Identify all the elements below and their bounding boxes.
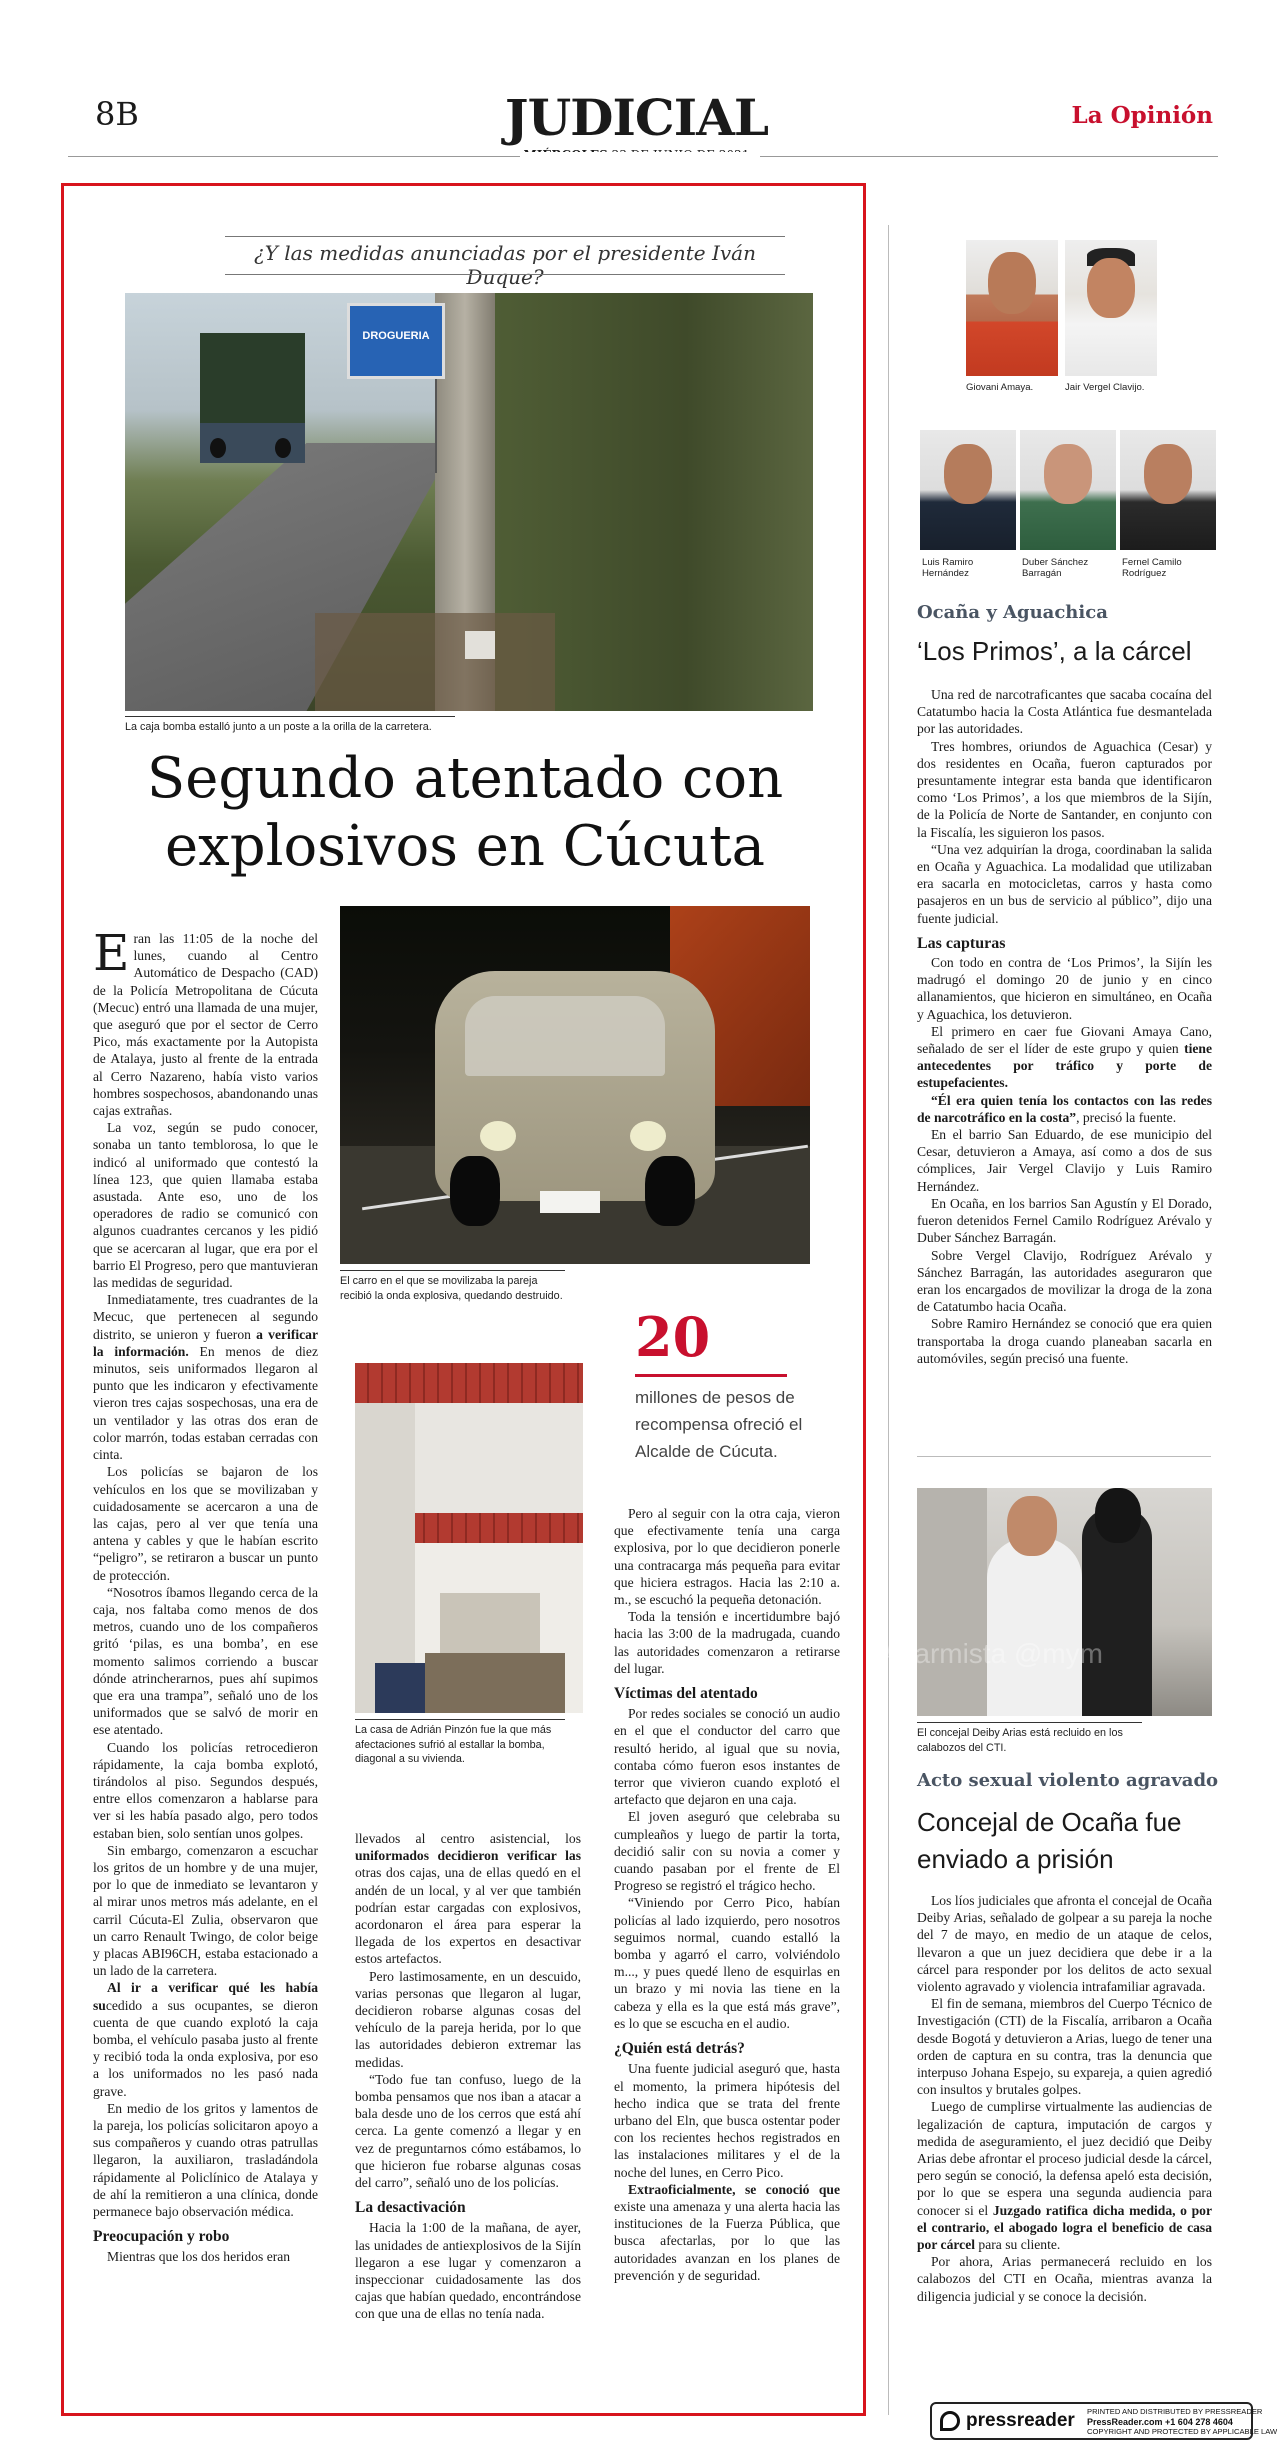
col1-p1: ran las 11:05 de la noche del lunes, cuando al Centro Automático de Despacho (CAD) de la Policía Metropolitana de Cúcuta (Mecuc) entró una llamada de una mujer, que aseguró que por el sector de Cerro Pico, más exactamente por la Autopista de Atalaya, justo al frente de la entrada al Cerro Nazareno, había visto varios hombres sospechosos, abandonando unas cajas extrañas. — [93, 931, 319, 1119]
mugshot-giovani-amaya — [966, 240, 1058, 376]
sb1-p8: En Ocaña, en los barrios San Agustín y El Dorado, fueron detenidos Fernel Camilo Rodríguez Arévalo y Duber Sánchez Barragán. — [917, 1195, 1212, 1246]
kicker-rule-bottom — [225, 274, 785, 275]
sidebar-divider — [917, 1456, 1211, 1457]
col2-p3: “Todo fue tan confuso, luego de la bomba pensamos que nos iban a atacar a bala desde uno de los cerros que está ahí cerca. La gente comenzó a llegar y en vez de preguntarnos cómo estábamos, lo que hicieron fue robarse algunas cosas del carro”, señaló uno de los policías. — [355, 2071, 581, 2191]
photo3-caption: La casa de Adrián Pinzón fue la que más afectaciones sufrió al estallar la bomba, diagonal a su vivienda. — [355, 1724, 552, 1765]
col1-p8: Al ir a verificar qué les había sucedido a sus ocupantes, se dieron cuenta de que cuando explotó la caja bomba, el vehículo pasaba justo al frente y recibió toda la onda explosiva, por eso a los uniformados no les pasó nada grave. — [93, 1980, 318, 2099]
col3-p6: Una fuente judicial aseguró que, hasta el momento, la primera hipótesis del hecho indica que se trata del frente urbano del Eln, que busca ostentar poder con los recientes hechos registrados en las instalaciones militares y el de la noche del lunes, en Cerro Pico. — [614, 2061, 840, 2180]
headline-line-1: Segundo atentado con — [146, 746, 784, 811]
sidebar1-headline: ‘Los Primos’, a la cárcel — [917, 636, 1192, 666]
photo-concejal-arrest — [877, 1488, 1212, 1716]
article-column-2 — [355, 1830, 581, 2323]
sidebar2-body — [917, 1892, 1212, 2305]
col1-p5: “Nosotros íbamos llegando cerca de la caja, nos faltaba como menos de dos metros, cuando uno de los compañeros gritó ‘pilas, es una bomba’, en ese momento salimos corriendo a buscar dónde atrincherarnos, pues ahí supimos que era una trampa”, señaló uno de los uniformados que se salvó de morir en ese atentado. — [93, 1584, 318, 1738]
col1-p10: Mientras que los dos heridos eran — [107, 2249, 291, 2265]
photo-damaged-car — [340, 906, 810, 1264]
sidebar2-kicker: Acto sexual violento agravado — [917, 1770, 1219, 1791]
pressreader-legal: PRINTED AND DISTRIBUTED BY PRESSREADER PressReader.com +1 604 278 4604 COPYRIGHT AND PROTECTED BY APPLICABLE LAW — [1087, 2407, 1277, 2436]
mugshot-caption: Fernel Camilo Rodríguez — [1122, 557, 1182, 579]
sb1-p1: Una red de narcotraficantes que sacaba cocaína del Catatumbo hacia la Costa Atlántica fue desmantelada por las autoridades. — [917, 687, 1212, 737]
sb1-p5: El primero en caer fue Giovani Amaya Cano, señalado de ser el líder de este grupo y quien tiene antecedentes por tráfico y porte de estupefacientes. — [917, 1023, 1212, 1091]
photo-road-explosion — [125, 293, 813, 711]
subhead-victimas: Víctimas del atentado — [614, 1685, 758, 1703]
stat-rule — [635, 1374, 787, 1377]
col3-p3: Por redes sociales se conoció un audio en el que el conductor del carro que resultó herido, al igual que su novia, contaba cómo fueron esos instantes de terror que vivieron cuando explotó el artefacto que dejaron en una caja. — [614, 1706, 840, 1808]
mugshot-duber-sanchez — [1020, 430, 1116, 550]
page-number: 8B — [95, 95, 139, 133]
pressreader-brand: pressreader — [966, 2410, 1075, 2431]
col2-p4: Hacia la 1:00 de la mañana, de ayer, las unidades de antiexplosivos de la Sijín llegaron a ese lugar y comenzaron a inspeccionar cuidadosamente las dos cajas que habían quedado, encontrándose con que una de ellas no tenía nada. — [355, 2220, 581, 2322]
sb2-p2: El fin de semana, miembros del Cuerpo Técnico de Investigación (CTI) de la Fiscalía, arribaron a Ocaña desde Bogotá y detuvieron a Arias, luego de tener una orden de captura en su contra, tras la denuncia que interpuso Johana Espejo, su expareja, a quien agredió con insultos y brutales golpes. — [917, 1996, 1212, 2098]
drugstore-sign-text: DROGUERIA — [362, 330, 430, 342]
col2-p1: llevados al centro asistencial, los uniformados decidieron verificar las otras dos cajas, una de ellas quedó en el andén de un local, y al ver que también podrían estar cargadas con explosivos, acordonaron el área para esperar la llegada de los expertos en desactivar estos artefactos. — [355, 1831, 581, 1967]
col3-p7: Extraoficialmente, se conoció que existe una amenaza y una alerta hacia las instituciones de la Fuerza Pública, que busca afectarlas, por lo que las autoridades avanzan en los planes de prevención y de seguridad. — [614, 2181, 840, 2283]
dropcap: E — [93, 924, 130, 982]
col3-p5: “Viniendo por Cerro Pico, habían policías al lado izquierdo, pero nosotros seguimos normal, cuando estalló la bomba y agarró el carro, volviéndolo m..., y pues quedé lleno de esquirlas en un brazo y mi novia las tiene en la cabeza y ella es la que está más grave”, es lo que se escucha en el audio. — [614, 1895, 840, 2031]
subhead-quien-esta-detras: ¿Quién está detrás? — [614, 2040, 745, 2058]
col1-p4: Los policías se bajaron de los vehículos en los que se movilizaban y cuidadosamente se acercaron a una de las cajas, pero al ver que tenía una antena y cables y que le habían escrito “peligro”, se retiraron a buscar un punto de protección. — [93, 1464, 318, 1583]
sidebar2-headline — [917, 1804, 1182, 1878]
mugshot-jair-vergel — [1065, 240, 1157, 376]
mugshot-caption: Giovani Amaya. — [966, 382, 1034, 393]
mugshot-caption: Luis Ramiro Hernández — [922, 557, 974, 579]
pressreader-badge[interactable] — [930, 2402, 1277, 2440]
sidebar1-body — [917, 686, 1212, 1367]
sb2-headline-line-1: Concejal de Ocaña fue — [917, 1807, 1182, 1837]
sb2-p1: Los líos judiciales que afronta el concejal de Ocaña Deiby Arias, señalado de golpear a su pareja la noche del 7 de mayo, en medio de un ataque de celos, llevaron a que un juez decidiera que debe ir a la cárcel para responder por los delitos de acto sexual violento agravado y violencia intrafamiliar agravada. — [917, 1893, 1212, 1995]
caption-rule — [340, 1270, 565, 1271]
col1-p3: Inmediatamente, tres cuadrantes de la Mecuc, que pertenecen al segundo distrito, se unieron y fueron a verificar la información. En menos de diez minutos, seis uniformados llegaron al punto que les indicaron y efectivamente vieron tres cajas sospechosas, una era de un ventilador y las otras dos eran de color marrón, todas estaban cerradas con cinta. — [93, 1292, 318, 1463]
headline-line-2: explosivos en Cúcuta — [165, 814, 765, 879]
photo-watermark: #alarmista @mym — [877, 1638, 1104, 1669]
col3-p1: Pero al seguir con la otra caja, vieron que efectivamente tenía una carga explosiva, por lo que decidieron ponerle una contracarga más pequeña para evitar que hiciera estragos. Hacia las 2:10 a. m., se escuchó la pequeña detonación. — [614, 1506, 840, 1608]
sb2-headline-line-2: enviado a prisión — [917, 1844, 1114, 1874]
mugshot-caption: Jair Vergel Clavijo. — [1065, 382, 1145, 393]
stat-text: millones de pesos de recompensa ofreció el Alcalde de Cúcuta. — [635, 1388, 803, 1461]
subhead-preocupacion: Preocupación y robo — [93, 2228, 230, 2246]
col1-p7: Sin embargo, comenzaron a escuchar los gritos de un hombre y de una mujer, por lo que de inmediato se levantaron y al mirar unos metros más adelante, en el carril Cúcuta-El Zulia, observaron que un carro Renault Twingo, de color beige y placas ABI96CH, estaba estacionado a un lado de la carretera. — [93, 1842, 318, 1979]
article-column-3 — [614, 1505, 840, 2284]
col3-p2: Toda la tensión e incertidumbre bajó hacia las 3:00 de la madrugada, cuando las autoridades comenzaron a retirarse del lugar. — [614, 1609, 840, 1676]
photo4-caption: El concejal Deiby Arias está recluido en los calabozos del CTI. — [917, 1727, 1123, 1754]
col1-p2: La voz, según se pudo conocer, sonaba un tanto temblorosa, lo que le indicó al uniformado que contestó la línea 123, que quien llamaba estaba asustada. Ante eso, uno de los operadores de radio se comunicó con algunos cuadrantes cercanos y les pidió que se acercaran al lugar, que era por el barrio El Progreso, pero que mantuvieran las medidas de seguridad. — [93, 1120, 318, 1291]
sb1-p7: En el barrio San Eduardo, de ese municipio del Cesar, detuvieron a Amaya, así como a dos de sus cómplices, Jair Vergel Clavijo y Luis Ramiro Hernández. — [917, 1127, 1212, 1194]
section-title: JUDICIAL — [504, 88, 769, 147]
caption-rule — [355, 1719, 565, 1720]
header-rule-gap — [520, 152, 760, 162]
sb1-p2: Tres hombres, oriundos de Aguachica (Cesar) y dos residentes en Ocaña, fueron capturados por presuntamente integrar esta banda que identificaron como ‘Los Primos’, a los que miembros de la Sijín, de la Policía de Norte de Santander, en conjunto con la Fiscalía, les siguieron los pasos. — [917, 738, 1212, 840]
column-divider — [888, 225, 889, 2415]
mugshot-fernel-camilo — [1120, 430, 1216, 550]
article-kicker: ¿Y las medidas anunciadas por el presidente Iván Duque? — [254, 241, 756, 289]
sidebar1-kicker: Ocaña y Aguachica — [917, 602, 1108, 623]
sb1-p10: Sobre Ramiro Hernández se conoció que era quien transportaba la droga cuando planeaban sacarla en automóviles, según precisó una fuente. — [917, 1316, 1212, 1366]
subhead-desactivacion: La desactivación — [355, 2199, 466, 2217]
col1-p9: En medio de los gritos y lamentos de la pareja, los policías solicitaron apoyo a sus compañeros y cuando otras patrullas llegaron, la auxiliaron, trasladándola rápidamente al Policlínico de Atalaya y de ahí la remitieron a una clínica, donde permanece bajo observación médica. — [93, 2100, 318, 2220]
sb1-p3: “Una vez adquirían la droga, coordinaban la salida en Ocaña y Aguachica. La modalidad que utilizaban era sacarla en motocicletas, carros y hasta como pasajeros en un bus de servicio al público”, dijo una fuente judicial. — [917, 841, 1212, 926]
photo2-caption: El carro en el que se movilizaba la pareja recibió la onda explosiva, quedando destruido. — [340, 1275, 563, 1302]
drugstore-sign — [347, 303, 445, 379]
sb2-p4: Por ahora, Arias permanecerá recluido en los calabozos del CTI en Ocaña, mientras avanza la diligencia judicial y se conoce la decisión. — [917, 2254, 1212, 2304]
sb1-p6: “Él era quien tenía los contactos con las redes de narcotráfico en la costa”, precisó la fuente. — [917, 1092, 1212, 1125]
mugshot-luis-ramiro — [920, 430, 1016, 550]
article-column-1 — [93, 924, 319, 2266]
col3-p4: El joven aseguró que celebraba su cumpleaños y luego de partir la torta, decidió salir con su novia a comer y cuando pasaban por el frente de El Progreso se registró el trágico hecho. — [614, 1809, 840, 1894]
brand-logo: La Opinión — [1071, 102, 1213, 129]
photo-damaged-house — [355, 1363, 583, 1713]
pressreader-icon — [940, 2411, 960, 2431]
sb1-p9: Sobre Vergel Clavijo, Rodríguez Arévalo y Sánchez Barragán, las autoridades aseguraron que eran los encargados de movilizar la droga de la zona de Catatumbo hacia Ocaña. — [917, 1247, 1212, 1315]
caption-rule — [917, 1722, 1142, 1723]
col2-p2: Pero lastimosamente, en un descuido, varias personas que llegaron al lugar, decidieron robarse algunas cosas del vehículo de la pareja herida, por lo que las autoridades debieron extremar las medidas. — [355, 1968, 581, 2070]
subhead-capturas: Las capturas — [917, 934, 1006, 952]
sb2-p3: Luego de cumplirse virtualmente las audiencias de legalización de captura, imputación de cargos y medida de aseguramiento, el juez decidió que Deiby Arias debe afrontar el proceso judicial desde la cárcel, pero según se conoció, la defensa apeló esta decisión, por lo que se espera una segunda audiencia para conocer si el Juzgado ratifica dicha medida, o por el contrario, el abogado logra el beneficio de casa por cárcel para su cliente. — [917, 2099, 1213, 2253]
kicker-rule-top — [225, 236, 785, 237]
stat-number: 20 — [635, 1305, 711, 1369]
col1-p6: Cuando los policías retrocedieron rápidamente, la caja bomba explotó, tirándolos al piso. Segundos después, entre ellos comenzaron a hablarse para ver si les había pasado algo, pero todos estaban bien, solo sentían unos golpes. — [93, 1739, 318, 1841]
article-headline — [70, 745, 860, 881]
mugshot-caption: Duber Sánchez Barragán — [1022, 557, 1089, 579]
sb1-p4: Con todo en contra de ‘Los Primos’, la Sijín les madrugó el domingo 20 de junio y en cinco allanamientos, que hicieron en simultáneo, en Ocaña y Aguachica, los detuvieron. — [917, 955, 1212, 1022]
caption-rule — [125, 716, 455, 717]
photo1-caption: La caja bomba estalló junto a un poste a la orilla de la carretera. — [125, 721, 432, 733]
